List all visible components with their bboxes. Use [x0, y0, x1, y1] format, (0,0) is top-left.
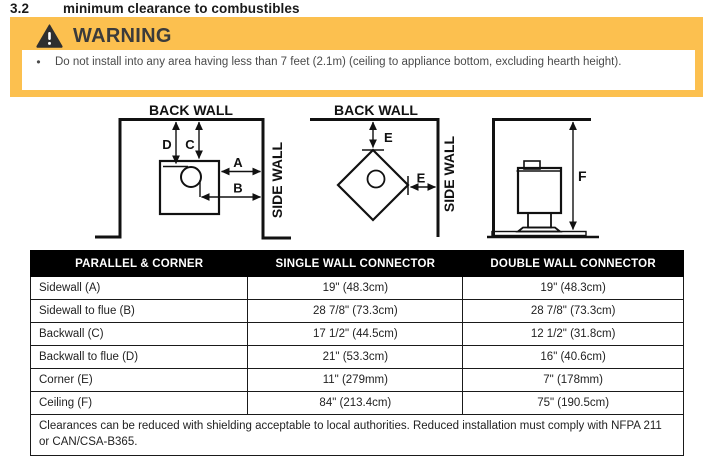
double-wall-value: 12 1/2" (31.8cm) — [463, 323, 684, 346]
double-wall-value: 28 7/8" (73.3cm) — [463, 300, 684, 323]
diagram-corner — [310, 102, 457, 237]
table-row — [31, 300, 684, 323]
warning-banner — [10, 17, 703, 97]
dim-label-c: C — [185, 137, 195, 152]
col-header-double-wall: DOUBLE WALL CONNECTOR — [463, 251, 684, 277]
dim-label-e-side: E — [416, 170, 426, 186]
table-footnote-row — [31, 415, 684, 456]
section-number: 3.2 — [10, 1, 30, 16]
clearance-label: Backwall to flue (D) — [31, 346, 248, 369]
table-row — [31, 392, 684, 415]
clearance-label: Sidewall to flue (B) — [31, 300, 248, 323]
col-header-parallel-corner: PARALLEL & CORNER — [31, 251, 248, 277]
double-wall-value: 16" (40.6cm) — [463, 346, 684, 369]
back-wall-label: BACK WALL — [334, 102, 418, 118]
single-wall-value: 21" (53.3cm) — [248, 346, 463, 369]
warning-body — [22, 50, 695, 90]
table-row — [31, 323, 684, 346]
stove-top-view-diamond — [338, 150, 408, 220]
table-header-row — [31, 251, 684, 277]
table-footnote: Clearances can be reduced with shielding acceptable to local authorities. Reduced installation must comply with NFPA 211 or CAN/CSA-B365. — [31, 415, 684, 456]
warning-text: Do not install into any area having less than 7 feet (2.1m) (ceiling to appliance bottom, excluding hearth height). — [55, 56, 622, 68]
dim-label-a: A — [233, 155, 243, 170]
bullet-marker: • — [36, 55, 41, 69]
clearance-label: Ceiling (F) — [31, 392, 248, 415]
warning-triangle-icon — [36, 24, 63, 48]
clearance-label: Sidewall (A) — [31, 277, 248, 300]
col-header-single-wall: SINGLE WALL CONNECTOR — [248, 251, 463, 277]
stove-pedestal — [528, 213, 551, 228]
dim-label-e-back: E — [384, 130, 393, 145]
clearance-table — [30, 250, 684, 456]
section-title: minimum clearance to combustibles — [63, 1, 300, 16]
single-wall-value: 28 7/8" (73.3cm) — [248, 300, 463, 323]
clearance-label: Corner (E) — [31, 369, 248, 392]
table-row — [31, 277, 684, 300]
single-wall-value: 11" (279mm) — [248, 369, 463, 392]
dim-label-b: B — [233, 180, 243, 196]
dim-label-d: D — [162, 137, 172, 152]
flue-collar — [368, 171, 385, 188]
single-wall-value: 84" (213.4cm) — [248, 392, 463, 415]
diagram-parallel — [95, 102, 291, 238]
section-heading — [10, 1, 300, 16]
table-row — [31, 369, 684, 392]
warning-header — [36, 22, 172, 50]
back-wall-label: BACK WALL — [149, 102, 233, 118]
side-wall-label: SIDE WALL — [441, 135, 457, 213]
double-wall-value: 7" (178mm) — [463, 369, 684, 392]
warning-title: WARNING — [73, 24, 172, 47]
stove-base-flare — [518, 228, 560, 232]
double-wall-value: 19" (48.3cm) — [463, 277, 684, 300]
single-wall-value: 17 1/2" (44.5cm) — [248, 323, 463, 346]
dim-label-f: F — [578, 168, 587, 184]
side-wall-label: SIDE WALL — [269, 141, 285, 219]
flue-collar — [181, 167, 201, 187]
single-wall-value: 19" (48.3cm) — [248, 277, 463, 300]
table-row — [31, 346, 684, 369]
double-wall-value: 75" (190.5cm) — [463, 392, 684, 415]
stove-body-side-view — [518, 168, 561, 213]
clearance-diagrams — [0, 100, 707, 248]
clearance-label: Backwall (C) — [31, 323, 248, 346]
diagram-ceiling — [487, 118, 599, 237]
